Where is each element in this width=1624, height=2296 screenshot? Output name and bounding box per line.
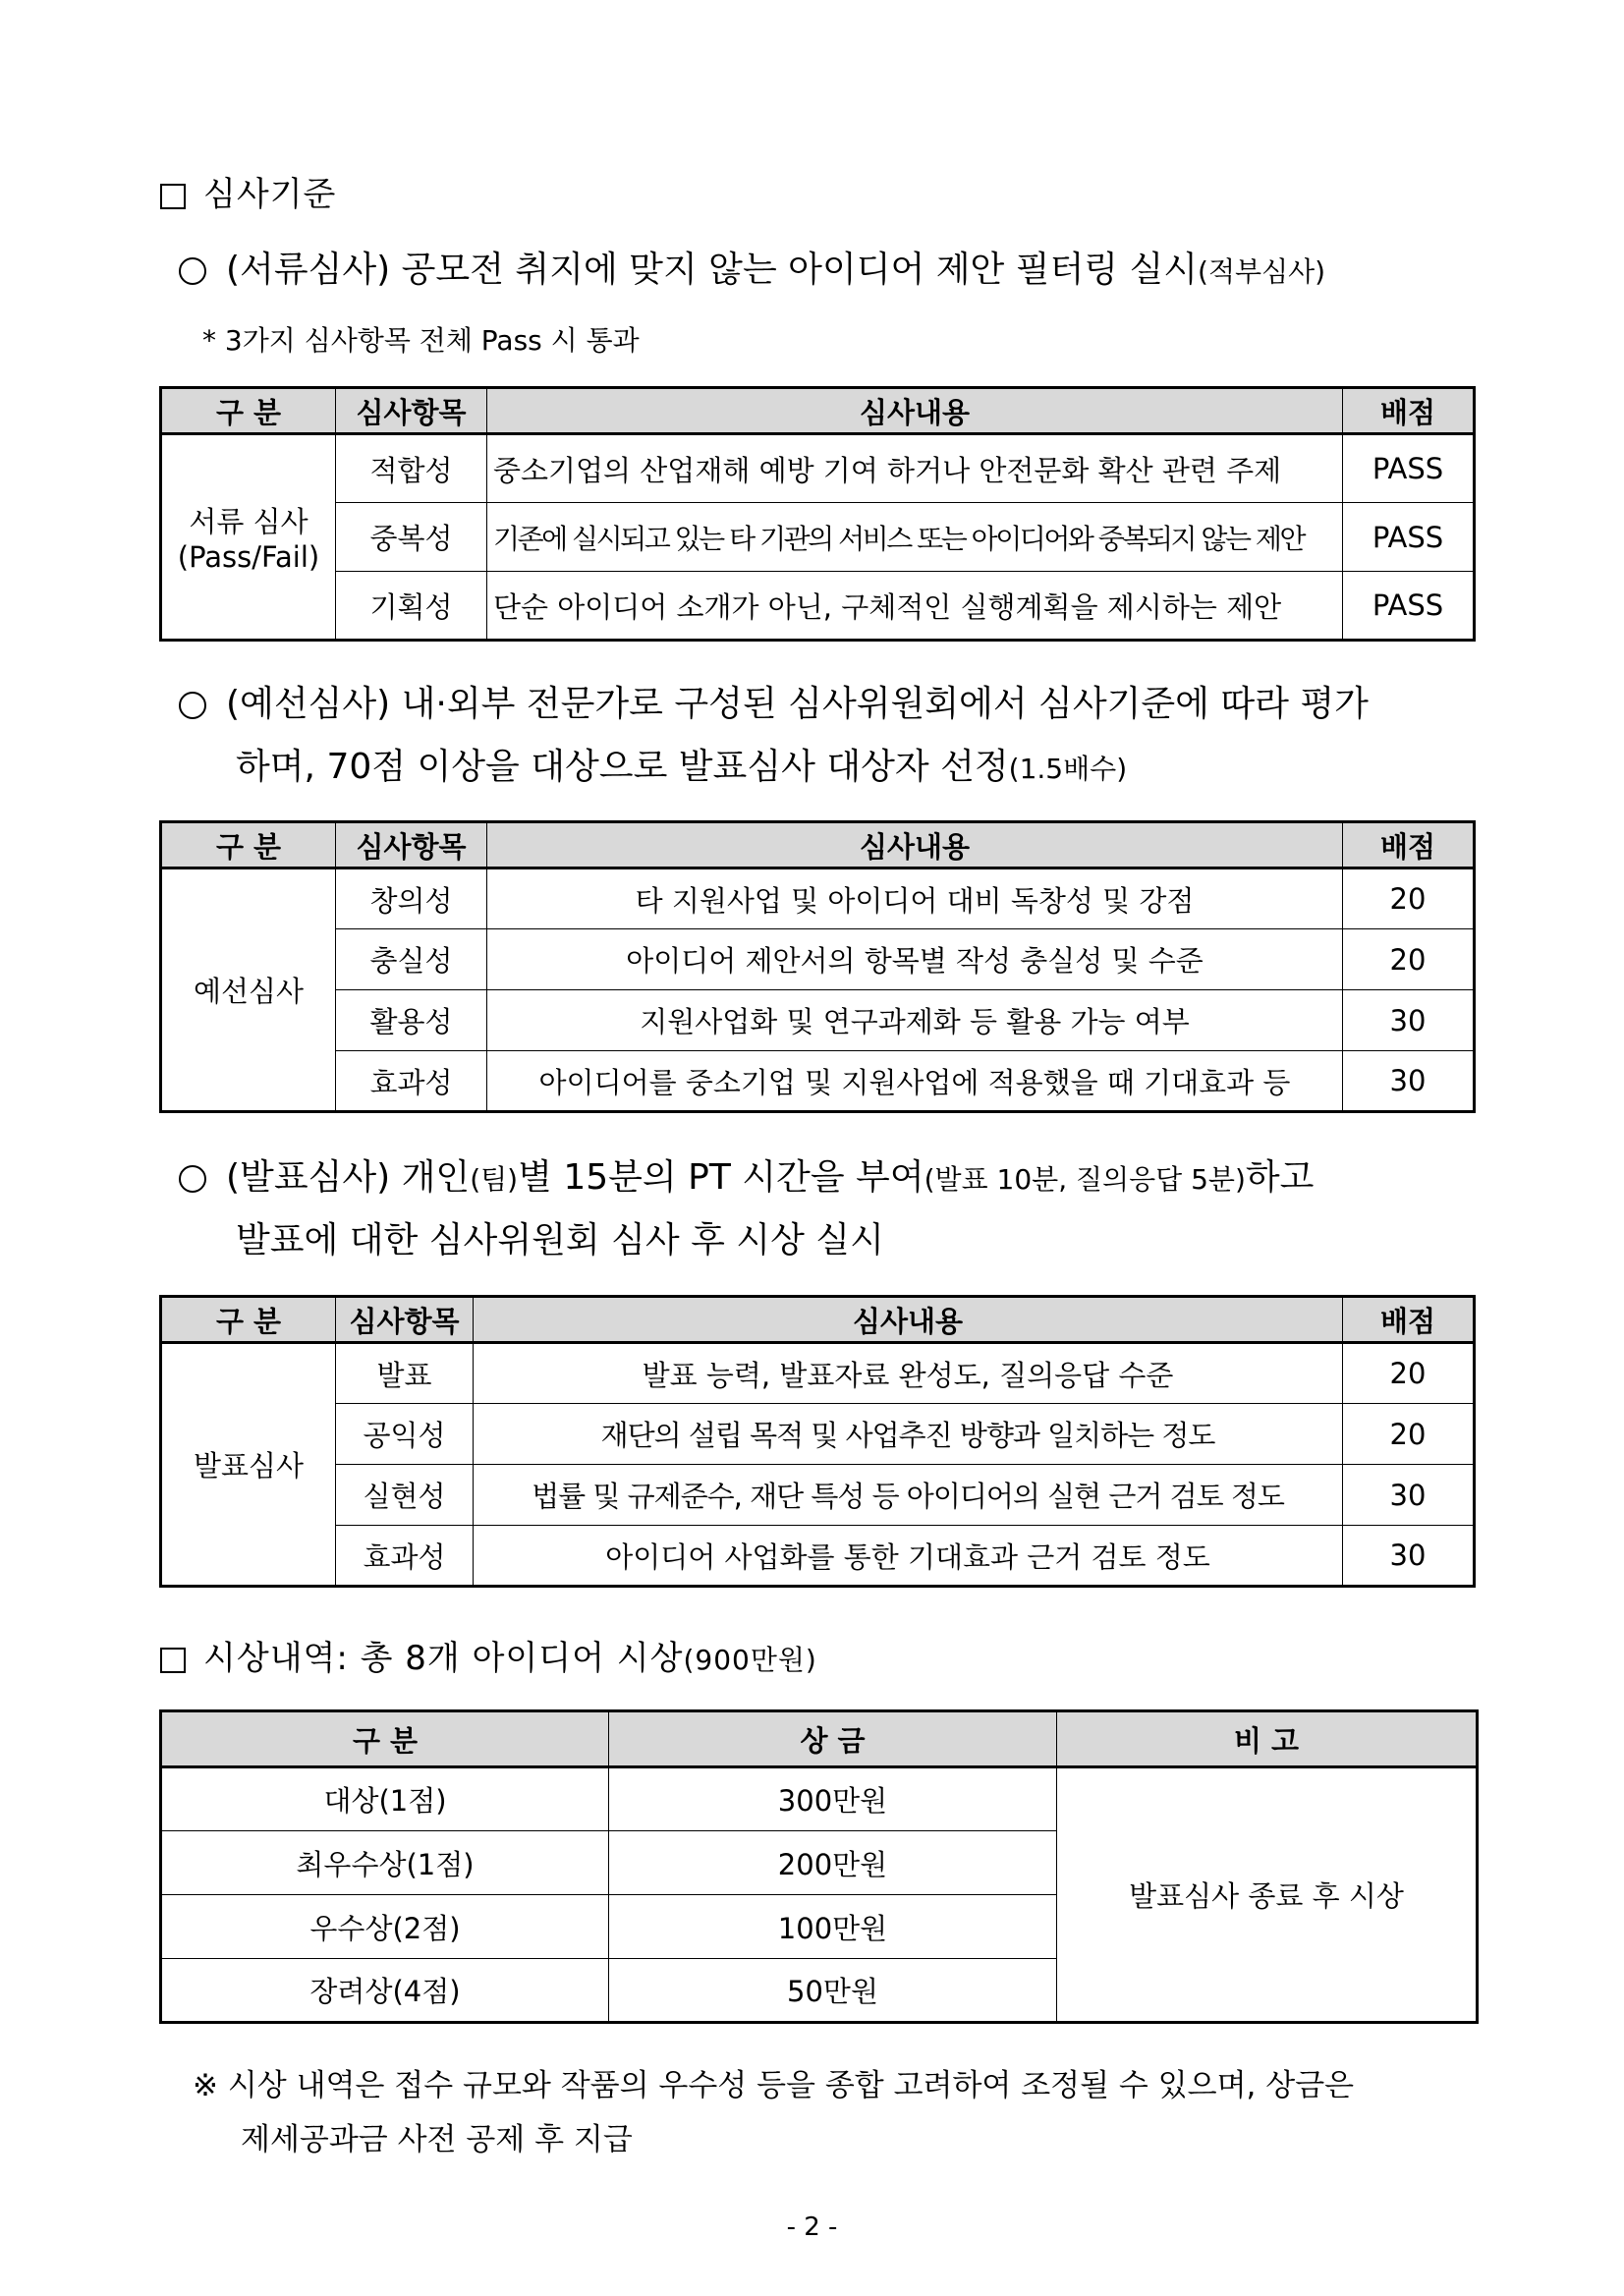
final-heading-part-a: (발표심사) 개인 bbox=[226, 1157, 471, 1198]
award-name: 우수상(2점) bbox=[161, 1895, 609, 1959]
category-label: 서류 심사 bbox=[189, 505, 308, 538]
header-content: 심사내용 bbox=[474, 1297, 1343, 1343]
circle-bullet-icon bbox=[179, 692, 206, 719]
prelim-heading-line2: 하며, 70점 이상을 대상으로 발표심사 대상자 선정 bbox=[236, 747, 1009, 787]
item-cell: 실현성 bbox=[336, 1465, 474, 1526]
content-cell: 타 지원사업 및 아이디어 대비 독창성 및 강점 bbox=[487, 868, 1343, 929]
circle-bullet-icon bbox=[179, 1165, 206, 1193]
final-heading-part-e: 하고 bbox=[1245, 1157, 1315, 1198]
final-heading-part-b: (팀) bbox=[470, 1163, 519, 1196]
header-category: 구 분 bbox=[161, 822, 336, 868]
doc-review-table bbox=[159, 386, 1476, 642]
table-row bbox=[161, 1526, 1475, 1587]
table-row bbox=[161, 572, 1475, 641]
header-item: 심사항목 bbox=[336, 388, 487, 434]
header-category: 구 분 bbox=[161, 1297, 336, 1343]
prelim-heading-tail: (1.5배수) bbox=[1008, 753, 1128, 785]
award-prize: 50만원 bbox=[609, 1959, 1057, 2023]
table-row bbox=[161, 1343, 1475, 1404]
category-cell: 발표심사 bbox=[161, 1343, 336, 1587]
content-cell: 아이디어 제안서의 항목별 작성 충실성 및 수준 bbox=[487, 929, 1343, 990]
award-name: 최우수상(1점) bbox=[161, 1831, 609, 1895]
square-bullet-icon bbox=[160, 184, 186, 209]
final-review-table bbox=[159, 1295, 1476, 1588]
awards-footnote-2: 제세공과금 사전 공제 후 지급 bbox=[241, 2122, 633, 2157]
content-cell: 아이디어 사업화를 통한 기대효과 근거 검토 정도 bbox=[474, 1526, 1343, 1587]
header-category: 구 분 bbox=[161, 388, 336, 434]
score-cell: 20 bbox=[1343, 1343, 1475, 1404]
header-score: 배점 bbox=[1343, 1297, 1475, 1343]
item-cell: 중복성 bbox=[336, 503, 487, 572]
content-cell: 아이디어를 중소기업 및 지원사업에 적용했을 때 기대효과 등 bbox=[487, 1051, 1343, 1112]
final-heading-part-d: (발표 10분, 질의응답 5분) bbox=[924, 1163, 1246, 1196]
award-remark: 발표심사 종료 후 시상 bbox=[1057, 1767, 1478, 2023]
header-content: 심사내용 bbox=[487, 388, 1343, 434]
header-item: 심사항목 bbox=[336, 1297, 474, 1343]
table-row bbox=[161, 868, 1475, 929]
item-cell: 효과성 bbox=[336, 1051, 487, 1112]
score-cell: 30 bbox=[1343, 990, 1475, 1051]
content-cell: 중소기업의 산업재해 예방 기여 하거나 안전문화 확산 관련 주제 bbox=[487, 434, 1343, 503]
awards-table bbox=[159, 1709, 1479, 2024]
header-category: 구 분 bbox=[161, 1711, 609, 1767]
header-remark: 비 고 bbox=[1057, 1711, 1478, 1767]
award-prize: 300만원 bbox=[609, 1767, 1057, 1831]
doc-review-heading bbox=[179, 242, 1325, 292]
header-score: 배점 bbox=[1343, 388, 1475, 434]
square-bullet-icon bbox=[160, 1648, 186, 1673]
header-score: 배점 bbox=[1343, 822, 1475, 868]
item-cell: 창의성 bbox=[336, 868, 487, 929]
circle-bullet-icon bbox=[179, 257, 206, 285]
score-cell: 30 bbox=[1343, 1051, 1475, 1112]
score-cell: PASS bbox=[1343, 434, 1475, 503]
awards-footnote-1: ※ 시상 내역은 접수 규모와 작품의 우수성 등을 종합 고려하여 조정될 수 있으며, 상금은 bbox=[193, 2068, 1355, 2103]
awards-title: 시상내역: 총 8개 아이디어 시상 bbox=[203, 1639, 684, 1678]
award-name: 대상(1점) bbox=[161, 1767, 609, 1831]
table-row bbox=[161, 503, 1475, 572]
score-cell: PASS bbox=[1343, 503, 1475, 572]
score-cell: 30 bbox=[1343, 1465, 1475, 1526]
content-cell: 기존에 실시되고 있는 타 기관의 서비스 또는 아이디어와 중복되지 않는 제안 bbox=[487, 503, 1343, 572]
content-cell: 지원사업화 및 연구과제화 등 활용 가능 여부 bbox=[487, 990, 1343, 1051]
final-review-heading bbox=[179, 1149, 1314, 1200]
item-cell: 효과성 bbox=[336, 1526, 474, 1587]
item-cell: 충실성 bbox=[336, 929, 487, 990]
table-row bbox=[161, 1051, 1475, 1112]
item-cell: 적합성 bbox=[336, 434, 487, 503]
item-cell: 공익성 bbox=[336, 1404, 474, 1465]
prelim-heading-line1: (예선심사) 내·외부 전문가로 구성된 심사위원회에서 심사기준에 따라 평가 bbox=[226, 684, 1369, 724]
section-heading-criteria bbox=[160, 167, 336, 215]
category-cell: 예선심사 bbox=[161, 868, 336, 1112]
award-prize: 100만원 bbox=[609, 1895, 1057, 1959]
score-cell: 20 bbox=[1343, 868, 1475, 929]
content-cell: 단순 아이디어 소개가 아닌, 구체적인 실행계획을 제시하는 제안 bbox=[487, 572, 1343, 641]
awards-title-tail: (900만원) bbox=[683, 1644, 817, 1676]
doc-review-heading-tail: (적부심사) bbox=[1198, 255, 1326, 288]
content-cell: 법률 및 규제준수, 재단 특성 등 아이디어의 실현 근거 검토 정도 bbox=[474, 1465, 1343, 1526]
section-title: 심사기준 bbox=[203, 175, 337, 214]
table-row bbox=[161, 929, 1475, 990]
table-row bbox=[161, 990, 1475, 1051]
item-cell: 활용성 bbox=[336, 990, 487, 1051]
doc-review-heading-text: (서류심사) 공모전 취지에 맞지 않는 아이디어 제안 필터링 실시 bbox=[226, 250, 1199, 290]
table-row bbox=[161, 1404, 1475, 1465]
score-cell: 20 bbox=[1343, 929, 1475, 990]
item-cell: 발표 bbox=[336, 1343, 474, 1404]
header-item: 심사항목 bbox=[336, 822, 487, 868]
table-row bbox=[161, 434, 1475, 503]
score-cell: 20 bbox=[1343, 1404, 1475, 1465]
header-prize: 상 금 bbox=[609, 1711, 1057, 1767]
prelim-review-heading bbox=[179, 676, 1369, 726]
award-prize: 200만원 bbox=[609, 1831, 1057, 1895]
prelim-review-heading-2 bbox=[236, 739, 1127, 789]
prelim-review-table bbox=[159, 820, 1476, 1113]
score-cell: 30 bbox=[1343, 1526, 1475, 1587]
table-row bbox=[161, 1767, 1478, 1831]
award-name: 장려상(4점) bbox=[161, 1959, 609, 2023]
page-number: - 2 - bbox=[786, 2212, 838, 2242]
awards-heading bbox=[160, 1631, 817, 1679]
content-cell: 발표 능력, 발표자료 완성도, 질의응답 수준 bbox=[474, 1343, 1343, 1404]
final-heading-part-c: 별 15분의 PT 시간을 부여 bbox=[518, 1157, 924, 1198]
header-content: 심사내용 bbox=[487, 822, 1343, 868]
final-review-heading-2: 발표에 대한 심사위원회 심사 후 시상 실시 bbox=[236, 1220, 884, 1260]
category-cell bbox=[161, 434, 336, 641]
table-row bbox=[161, 1465, 1475, 1526]
score-cell: PASS bbox=[1343, 572, 1475, 641]
content-cell: 재단의 설립 목적 및 사업추진 방향과 일치하는 정도 bbox=[474, 1404, 1343, 1465]
item-cell: 기획성 bbox=[336, 572, 487, 641]
doc-review-note: * 3가지 심사항목 전체 Pass 시 통과 bbox=[202, 324, 640, 357]
category-sub-label: (Pass/Fail) bbox=[177, 540, 320, 574]
